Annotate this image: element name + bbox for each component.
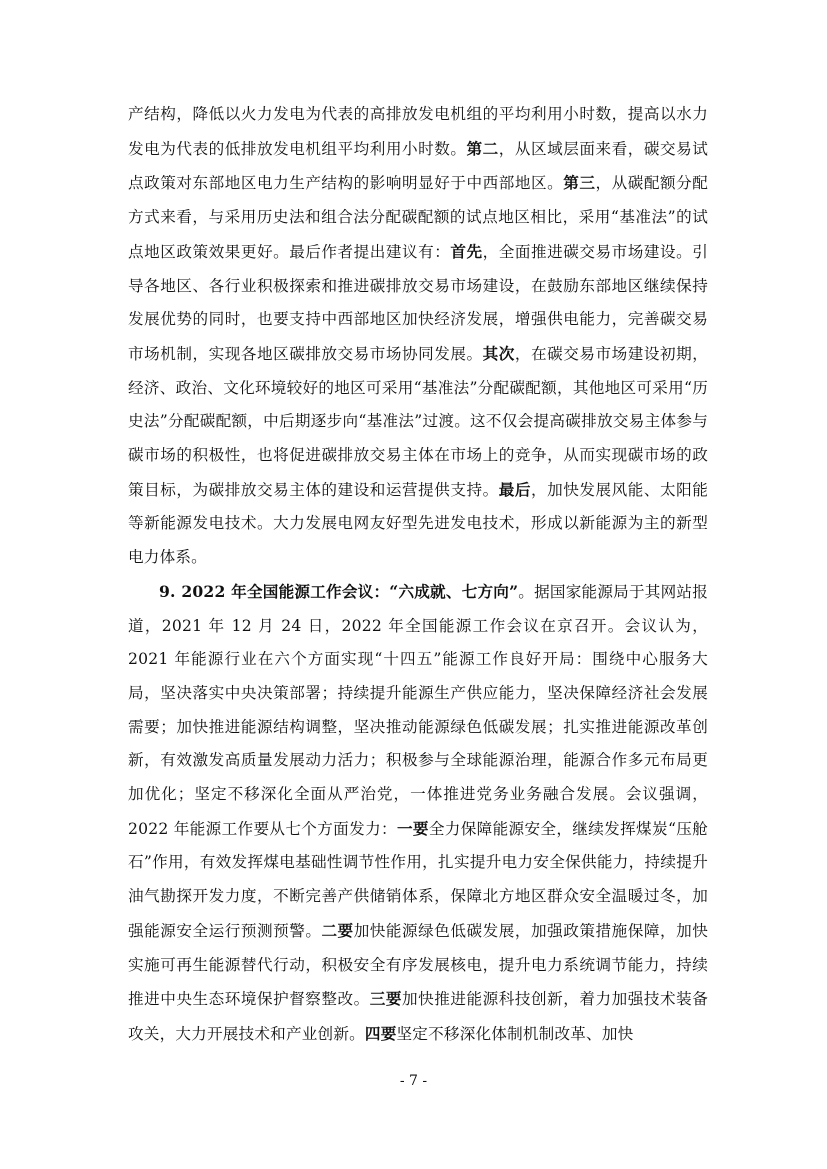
text-run: ，从碳配额分配方式来看，与采用历史法和组合法分配碳配额的试点地区相比，采用“基准法”的试点地区政策效果更好。最后作者提出建议有：: [128, 174, 708, 261]
bold-term-last: 最后: [498, 479, 532, 499]
bold-term-three: 三要: [369, 989, 403, 1009]
bold-term-four: 四要: [364, 1023, 397, 1043]
text-run: 全力保障能源安全，继续发挥煤炭“压舱石”作用，有效发挥煤电基础性调节性作用，扎实提升电力安全保供能力，持续提升油气勘探开发力度，不断完善产供储销体系，保障北方地区群众安全温暖过冬，加强能源安全运行预测预警。: [128, 819, 708, 940]
body-text: [128, 98, 708, 1052]
bold-term-one: 一要: [396, 818, 429, 838]
section-heading: 9. 2022 年全国能源工作会议：“六成就、七方向”: [159, 581, 519, 601]
text-run: 产结构，降低以火力发电为代表的高排放发电机组的平均利用小时数，提高以水力发电为代表的低排放发电机组平均利用小时数。: [128, 105, 708, 158]
text-run: ，从区域层面来看，碳交易试点政策对东部地区电力生产结构的影响明显好于中西部地区。: [128, 139, 708, 193]
text-run: 坚定不移深化体制机制改革、加快: [396, 1024, 634, 1043]
text-run: ，加快发展风能、太阳能等新能源发电技术。大力发展电网友好型先进发电技术，形成以新能源为主的新型电力体系。: [128, 480, 709, 567]
bold-term-two: 二要: [321, 920, 354, 940]
text-run: 加快能源绿色低碳发展，加强政策措施保障，加快实施可再生能源替代行动，积极安全有序发展核电，提升电力系统调节能力，持续推进中央生态环境保护督察整改。: [128, 921, 708, 1009]
bold-term-first: 首先: [450, 241, 483, 261]
text-run: ，在碳交易市场建设初期，经济、政治、文化环境较好的地区可采用“基准法”分配碳配额，其他地区可采用“历史法”分配碳配额，中后期逐步向“基准法”过渡。这不仅会提高碳排放交易主体参与碳市场的积极性，也将促进碳排放交易主体在市场上的竞争，从而实现碳市场的政策目标，为碳排放交易主体的建设和运营提供支持。: [128, 344, 709, 499]
text-run: 。据国家能源局于其网站报道，2021 年 12 月 24 日，2022 年全国能源工作会议在京召开。会议认为，2021 年能源行业在六个方面实现“十四五”能源工作良好开局：围绕中心服务大局，坚决落实中央决策部署；持续提升能源生产供应能力，坚决保障经济社会发展需要；加快推进能源结构调整，坚决推动能源绿色低碳发展；扎实推进能源改革创新，有效激发高质量发展动力活力；积极参与全球能源治理，能源合作多元布局更加优化；坚定不移深化全面从严治党，一体推进党务业务融合发展。会议强调，2022 年能源工作要从七个方面发力：: [128, 582, 708, 838]
bold-term-third: 第三: [563, 173, 596, 193]
bold-term-second: 第二: [466, 138, 499, 158]
paragraph-carbon-trading: [128, 98, 708, 575]
page-number: - 7 -: [399, 1073, 428, 1089]
text-run: 加快推进能源科技创新，着力加强技术装备攻关，大力开展技术和产业创新。: [128, 990, 708, 1043]
bold-term-next: 其次: [482, 343, 515, 363]
paragraph-energy-conference: [128, 575, 708, 1052]
text-run: ，全面推进碳交易市场建设。引导各地区、各行业积极探索和推进碳排放交易市场建设，在鼓励东部地区继续保持发展优势的同时，也要支持中西部地区加快经济发展，增强供电能力，完善碳交易市场机制，实现各地区碳排放交易市场协同发展。: [128, 242, 708, 363]
